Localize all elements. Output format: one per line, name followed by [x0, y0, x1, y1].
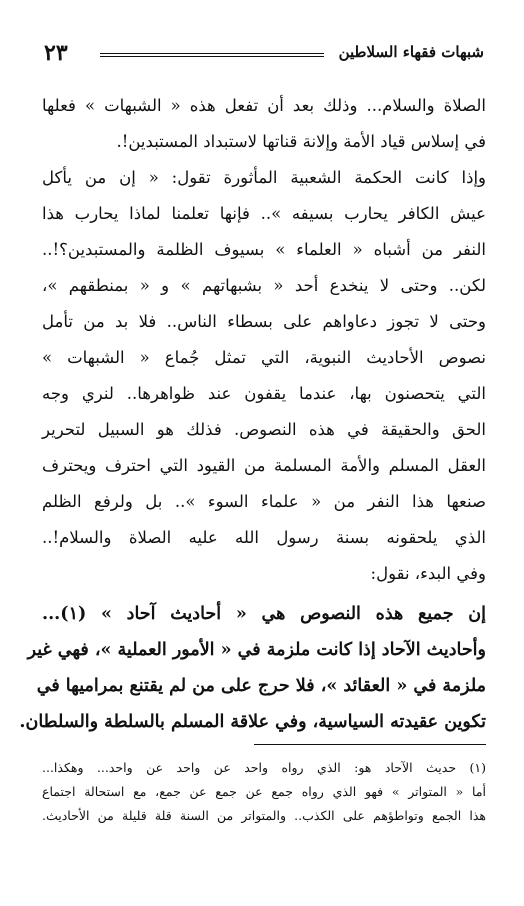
- body-line: الحق والحقيقة في هذه النصوص. فذلك هو السبيل لتحرير: [42, 420, 486, 439]
- footnote-rule: [254, 744, 486, 745]
- book-title: شبهات فقهاء السلاطين: [338, 43, 484, 61]
- body-line: التي يتحصنون بها، عندما يقفون عند ظواهرها.. لنري وجه: [42, 384, 486, 403]
- bold-line: إن جميع هذه النصوص هي « أحاديث آحاد » (١)...: [42, 604, 486, 624]
- body-line: لكن.. وحتى لا ينخدع أحد « بشبهاتهم » و « بمنطقهم »،: [42, 276, 486, 295]
- header-rule: [100, 53, 324, 57]
- body-line: وفي البدء، نقول:: [370, 564, 486, 583]
- footnote-line: (١) حديث الآحاد هو: الذي رواه واحد عن واحد عن واحد... وهكذا...: [42, 760, 486, 775]
- bold-line: تكوين عقيدته السياسية، وفي علاقة المسلم بالسلطة والسلطان.: [19, 712, 486, 732]
- body-line: الصلاة والسلام... وذلك بعد أن تفعل هذه « الشبهات » فعلها: [42, 96, 486, 115]
- body-line: النفر من أشباه « العلماء » بسيوف الظلمة والمستبدين؟!..: [42, 240, 486, 259]
- bold-line: ملزمة في « العقائد »، فلا حرج على من لم يقتنع بمراميها في: [36, 676, 486, 696]
- body-line: وإذا كانت الحكمة الشعبية المأثورة تقول: « إن من يأكل: [42, 168, 486, 187]
- footnote-line: أما « المتواتر » فهو الذي رواه جمع عن جمع عن جمع، مع استحالة اجتماع: [42, 784, 486, 799]
- body-line: في إسلاس قياد الأمة وإلانة قناتها لاستبداد المستبدين!.: [116, 132, 486, 151]
- body-line: نصوص الأحاديث النبوية، التي تمثل جُماع « الشبهات »: [42, 348, 486, 367]
- body-line: العقل المسلم والأمة المسلمة من القيود التي احترف ويحترف: [42, 456, 486, 475]
- body-line: عيش الكافر يحارب بسيفه ».. فإنها تعلمنا لماذا يحارب هذا: [42, 204, 486, 223]
- page-number: ٢٣: [44, 40, 68, 66]
- footnote-line: هذا الجمع وتواطؤهم على الكذب.. والمتواتر من السنة قلة قليلة من الأحاديث.: [42, 808, 486, 823]
- body-line: صنعها هذا النفر من « علماء السوء ».. بل ولرفع الظلم: [42, 492, 486, 511]
- bold-line: وأحاديث الآحاد إذا كانت ملزمة في « الأمور العملية »، فهي غير: [27, 640, 486, 660]
- running-header: [44, 40, 484, 70]
- body-line: الذي يلحقونه بسنة رسول الله عليه الصلاة والسلام!..: [42, 528, 486, 547]
- body-line: وحتى لا تجوز دعاواهم على بسطاء الناس.. فلا بد من تأمل: [42, 312, 486, 331]
